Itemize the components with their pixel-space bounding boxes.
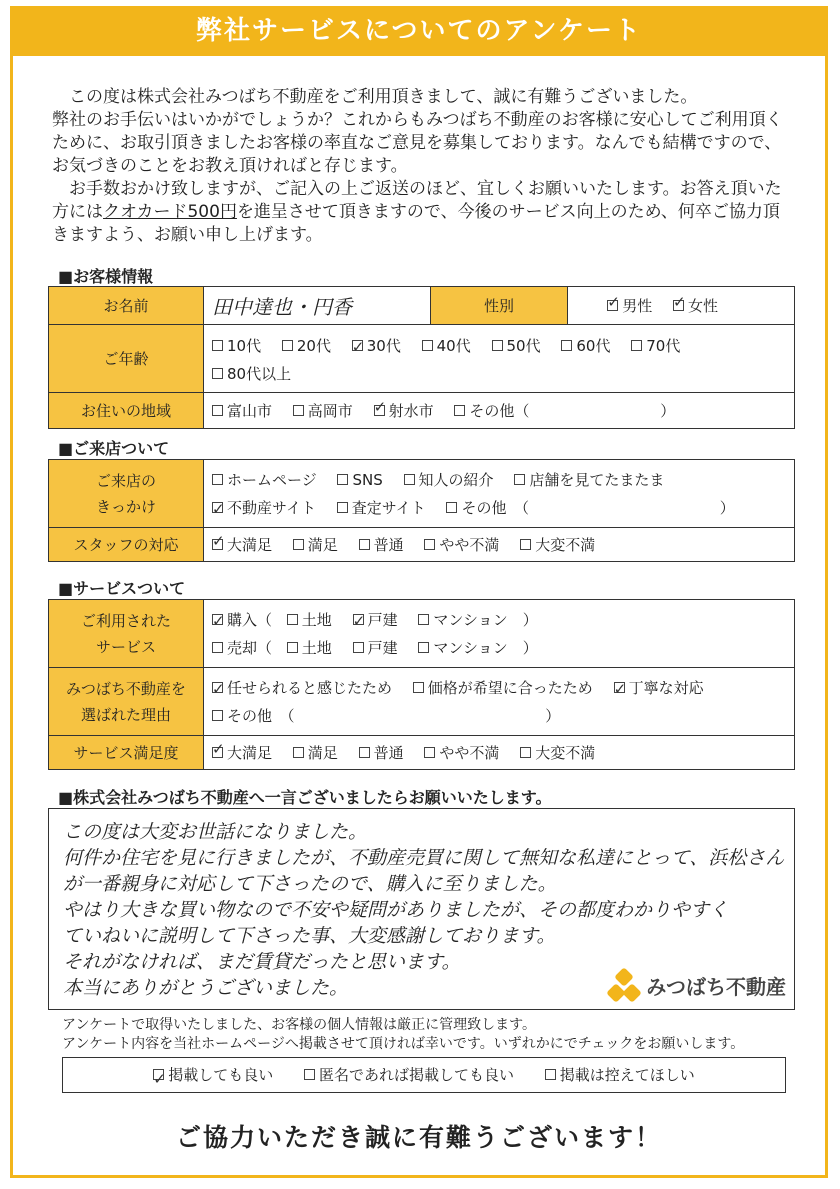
- quo-card-highlight: クオカード500円: [103, 202, 237, 222]
- age-option-70s[interactable]: 70代: [631, 332, 680, 360]
- age-option-10s[interactable]: 10代: [212, 332, 261, 360]
- trigger-option-sns[interactable]: SNS: [337, 466, 382, 494]
- visit-trigger-options: [204, 460, 795, 528]
- age-options: [204, 325, 795, 393]
- intro-paragraph-1: この度は株式会社みつばち不動産をご利用頂きまして、誠に有難うございました。: [69, 87, 698, 107]
- staff-response-label: スタッフの対応: [49, 528, 204, 562]
- consent-ok-option[interactable]: ✓掲載しても良い: [153, 1058, 273, 1092]
- selection-reason-options: [204, 668, 795, 736]
- service-buy-option[interactable]: ✓購入（: [212, 606, 272, 634]
- section-comment: ■株式会社みつばち不動産へ一言ございましたらお願いいたします。: [58, 788, 552, 807]
- gender-male-checkbox[interactable]: [607, 300, 618, 311]
- intro-paragraph-3c: を進呈させて頂きますので、今後のサービス向上のため、何卒ご協力頂きますよう、お願い申し上げます。: [52, 202, 780, 245]
- sell-house-option[interactable]: 戸建: [353, 634, 398, 662]
- trigger-other-close: ）: [719, 498, 735, 517]
- trigger-option-referral[interactable]: 知人の紹介: [404, 466, 494, 494]
- service-satisfaction-options: [204, 736, 795, 770]
- trigger-option-other[interactable]: その他 （: [446, 494, 529, 522]
- reason-other-close: ）: [545, 706, 561, 725]
- section-service: ■サービスついて: [58, 579, 186, 598]
- privacy-note-2: アンケート内容を当社ホームページへ掲載させて頂ければ幸いです。いずれかにでチェックをお願いします。: [62, 1036, 745, 1052]
- privacy-note-1: アンケートで取得いたしました、お客様の個人情報は厳正に管理致します。: [62, 1017, 537, 1033]
- trigger-option-realestate-site[interactable]: ✓不動産サイト: [212, 494, 316, 522]
- reason-option-other[interactable]: その他 （: [212, 702, 295, 730]
- satisfaction-neutral[interactable]: 普通: [359, 742, 404, 763]
- selection-reason-label: みつばち不動産を 選ばれた理由: [49, 668, 204, 736]
- satisfaction-very-satisfied[interactable]: ✓ 大満足: [212, 742, 272, 763]
- section-visit: ■ご来店ついて: [58, 439, 170, 458]
- comment-line-4: やはり大きな買い物なので不安や疑問がありましたが、その都度わかりやすく: [63, 899, 729, 921]
- comment-line-6: それがなければ、まだ賃貸だったと思います。: [63, 951, 461, 973]
- consent-decline-option[interactable]: 掲載は控えてほしい: [545, 1058, 695, 1092]
- logo-text: みつばち不動産: [646, 974, 786, 999]
- customer-info-table: [48, 286, 795, 429]
- intro-paragraph-2: 弊社のお手伝いはいかがでしょうか？これからもみつばち不動産のお客様に安心してご利用頂くために、お取引頂きましたお客様の率直なご意見を募集しております。なんでも結構ですので、お気づきのことをお教え頂ければと存じます。: [52, 110, 783, 176]
- staff-option-very-satisfied[interactable]: ✓ 大満足: [212, 534, 272, 555]
- comment-line-5: ていねいに説明して下さった事、大変感謝しております。: [63, 925, 556, 947]
- age-option-40s[interactable]: 40代: [422, 332, 471, 360]
- staff-response-options: [204, 528, 795, 562]
- visit-trigger-label: ご来店の きっかけ: [49, 460, 204, 528]
- comment-line-7: 本当にありがとうございました。: [63, 977, 349, 999]
- reason-option-trustworthy[interactable]: ✓任せられると感じたため: [212, 674, 392, 702]
- service-table: [48, 599, 795, 770]
- service-satisfaction-label: サービス満足度: [49, 736, 204, 770]
- company-logo: [608, 969, 786, 1001]
- intro-paragraph-3: [52, 178, 792, 247]
- comment-box[interactable]: [48, 808, 795, 1010]
- service-used-options: [204, 600, 795, 668]
- age-option-60s[interactable]: 60代: [561, 332, 610, 360]
- area-option-imizu[interactable]: ✓ 射水市: [374, 400, 434, 421]
- survey-title: 弊社サービスについてのアンケート: [10, 6, 828, 56]
- gender-female-checkbox[interactable]: [673, 300, 684, 311]
- age-label: ご年齢: [49, 325, 204, 393]
- area-other-close: ）: [660, 402, 676, 420]
- gender-female-option[interactable]: ✓ 女性: [673, 295, 718, 316]
- trigger-option-homepage[interactable]: ホームページ: [212, 466, 317, 494]
- age-option-80s-plus[interactable]: 80代以上: [212, 360, 291, 388]
- gender-male-option[interactable]: ✓ 男性: [607, 295, 652, 316]
- staff-option-slightly-dissatisfied[interactable]: やや不満: [424, 534, 499, 555]
- intro-text: [52, 86, 792, 247]
- area-option-other[interactable]: その他（: [454, 400, 529, 421]
- age-option-20s[interactable]: 20代: [282, 332, 331, 360]
- sell-land-option[interactable]: 土地: [287, 634, 332, 662]
- name-field[interactable]: 田中達也・円香: [204, 287, 431, 325]
- age-option-30s[interactable]: ✓ 30代: [352, 332, 401, 360]
- area-options: [204, 393, 795, 429]
- buy-condo-option[interactable]: マンション ）: [418, 606, 537, 634]
- service-sell-option[interactable]: 売却（: [212, 634, 272, 662]
- trigger-option-appraisal-site[interactable]: 査定サイト: [337, 494, 426, 522]
- consent-anonymous-option[interactable]: 匿名であれば掲載しても良い: [304, 1058, 514, 1092]
- privacy-notes: [62, 1016, 744, 1054]
- visit-table: [48, 459, 795, 562]
- area-option-takaoka[interactable]: 高岡市: [293, 400, 353, 421]
- age-option-50s[interactable]: 50代: [492, 332, 541, 360]
- intro-paragraph-3a: お手数おかけ致しますが、ご記入の上ご返送のほど、宜しくお願いいたします。お答え頂いた方には: [52, 179, 782, 222]
- comment-line-1: この度は大変お世話になりました。: [63, 821, 368, 843]
- buy-land-option[interactable]: 土地: [287, 606, 332, 634]
- comment-line-3: が一番親身に対応して下さったので、購入に至りました。: [63, 873, 557, 895]
- staff-option-satisfied[interactable]: 満足: [293, 534, 338, 555]
- closing-message: ご協力いただき誠に有難うございます！: [175, 1123, 662, 1152]
- satisfaction-very-dissatisfied[interactable]: 大変不満: [520, 742, 595, 763]
- trigger-option-store-walkin[interactable]: 店舗を見てたまたま: [514, 466, 664, 494]
- name-label: お名前: [49, 287, 204, 325]
- area-label: お住いの地域: [49, 393, 204, 429]
- comment-line-2: 何件か住宅を見に行きましたが、不動産売買に関して無知な私達にとって、浜松さん: [63, 847, 785, 869]
- gender-options: [568, 287, 795, 325]
- reason-option-price-match[interactable]: 価格が希望に合ったため: [413, 674, 593, 702]
- reason-option-polite-service[interactable]: ✓ 丁寧な対応: [614, 674, 704, 702]
- buy-house-option[interactable]: ✓ 戸建: [353, 606, 398, 634]
- section-customer-info: ■お客様情報: [58, 267, 154, 286]
- honeycomb-icon: [608, 969, 640, 1001]
- staff-option-neutral[interactable]: 普通: [359, 534, 404, 555]
- area-option-toyama[interactable]: 富山市: [212, 400, 272, 421]
- satisfaction-slightly-dissatisfied[interactable]: やや不満: [424, 742, 499, 763]
- service-used-label: ご利用された サービス: [49, 600, 204, 668]
- satisfaction-satisfied[interactable]: 満足: [293, 742, 338, 763]
- sell-condo-option[interactable]: マンション ）: [418, 634, 537, 662]
- gender-label: 性別: [431, 287, 568, 325]
- publication-consent: [62, 1057, 786, 1093]
- staff-option-very-dissatisfied[interactable]: 大変不満: [520, 534, 595, 555]
